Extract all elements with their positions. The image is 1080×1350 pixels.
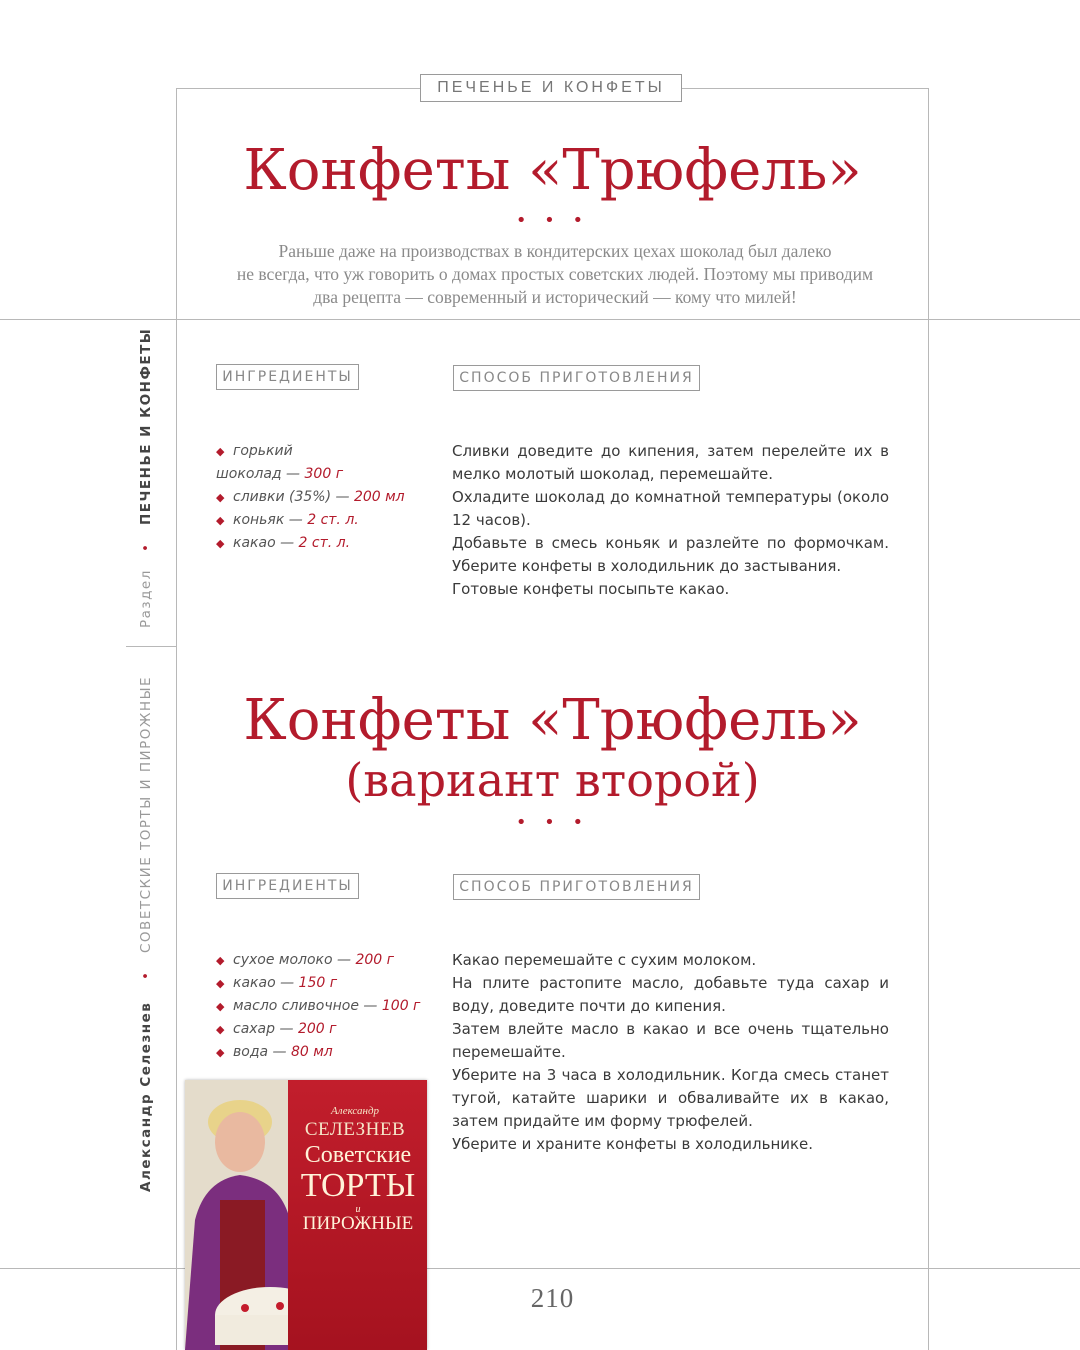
bullet-icon: ◆ [216,1000,225,1013]
method-step: Уберите и храните конфеты в холодильнике. [452,1135,814,1153]
intro-line: Раньше даже на производствах в кондитерских цехах шоколад был далеко [278,241,832,261]
recipe1-ingredients-label: ИНГРЕДИЕНТЫ [216,364,359,390]
section-tag: ПЕЧЕНЬЕ И КОНФЕТЫ [420,74,682,102]
list-item: ◆ горький шоколад — 300 г [216,440,431,486]
method-step: Добавьте в смесь коньяк и разлейте по формочкам. Уберите конфеты в холодильник до застывания. [452,534,889,575]
bullet-icon: ◆ [216,537,225,550]
list-item: ◆ какао — 150 г [216,972,431,995]
method-step: Сливки доведите до кипения, затем перелейте их в мелко молотый шоколад, перемешайте. [452,442,889,483]
bullet-icon: ◆ [216,1023,225,1036]
sidebar-separator-1: • [138,542,154,552]
list-item: ◆ сухое молоко — 200 г [216,949,431,972]
divider-header [0,319,1080,320]
recipe2-subtitle: (вариант второй) [345,753,760,807]
recipe1-title: Конфеты «Трюфель» [243,138,862,203]
list-item: ◆ вода — 80 мл [216,1041,431,1064]
sidebar-author: Александр Селезнев [138,1001,154,1192]
bullet-icon: ◆ [216,445,225,458]
intro-line: два рецепта — современный и исторический — кому что милей! [313,287,797,307]
bullet-icon: ◆ [216,954,225,967]
cover-title-line1: Советские [304,1142,412,1168]
cover-author-first: Александр [330,1105,380,1117]
list-item: ◆ коньяк — 2 ст. л. [216,509,431,532]
recipe2-ingredients-label: ИНГРЕДИЕНТЫ [216,873,359,899]
recipe2-method-label: СПОСОБ ПРИГОТОВЛЕНИЯ [453,874,700,900]
divider-footer [0,1268,1080,1269]
frame-left [176,88,177,1350]
cover-title-amp: и [355,1204,361,1215]
method-step: Охладите шоколад до комнатной температуры (около 12 часов). [452,488,889,529]
recipe1-intro [205,240,905,309]
recipe2-dots: • • • [515,812,590,833]
page-number: 210 [530,1283,575,1313]
list-item: ◆ сахар — 200 г [216,1018,431,1041]
list-item: ◆ масло сливочное — 100 г [216,995,431,1018]
bullet-icon: ◆ [216,1046,225,1059]
recipe1-dots: • • • [515,210,590,231]
bullet-icon: ◆ [216,514,225,527]
list-item: ◆ какао — 2 ст. л. [216,532,431,555]
sidebar-separator-2: • [138,970,154,980]
method-step: Какао перемешайте с сухим молоком. [452,951,757,969]
sidebar-divider [126,646,176,647]
recipe2-method [452,949,889,1156]
method-step: На плите растопите масло, добавьте туда сахар и воду, доведите почти до кипения. [452,974,889,1015]
list-item: ◆ сливки (35%) — 200 мл [216,486,431,509]
sidebar-book-title: СОВЕТСКИЕ ТОРТЫ И ПИРОЖНЫЕ [138,675,154,953]
sidebar-section-name: ПЕЧЕНЬЕ И КОНФЕТЫ [138,327,154,525]
bullet-icon: ◆ [216,977,225,990]
method-step: Уберите на 3 часа в холодильник. Когда смесь станет тугой, катайте шарики и обваливайте их в какао, затем придайте им форму трюфелей. [452,1066,889,1130]
method-step: Затем влейте масло в какао и все очень тщательно перемешайте. [452,1020,889,1061]
cover-title-line2: ТОРТЫ [300,1167,416,1204]
recipe2-ingredients [216,949,431,1064]
sidebar-section-word: Раздел [138,569,154,628]
cover-title-line3: ПИРОЖНЫЕ [302,1213,414,1234]
recipe1-method [452,440,889,601]
recipe1-method-label: СПОСОБ ПРИГОТОВЛЕНИЯ [453,365,700,391]
recipe1-ingredients [216,440,431,555]
cover-author-last: СЕЛЕЗНЕВ [304,1119,406,1140]
recipe2-title: Конфеты «Трюфель» [243,688,862,753]
frame-right [928,88,929,1350]
intro-line: не всегда, что уж говорить о домах простых советских людей. Поэтому мы приводим [236,264,874,284]
method-step: Готовые конфеты посыпьте какао. [452,580,730,598]
bullet-icon: ◆ [216,491,225,504]
